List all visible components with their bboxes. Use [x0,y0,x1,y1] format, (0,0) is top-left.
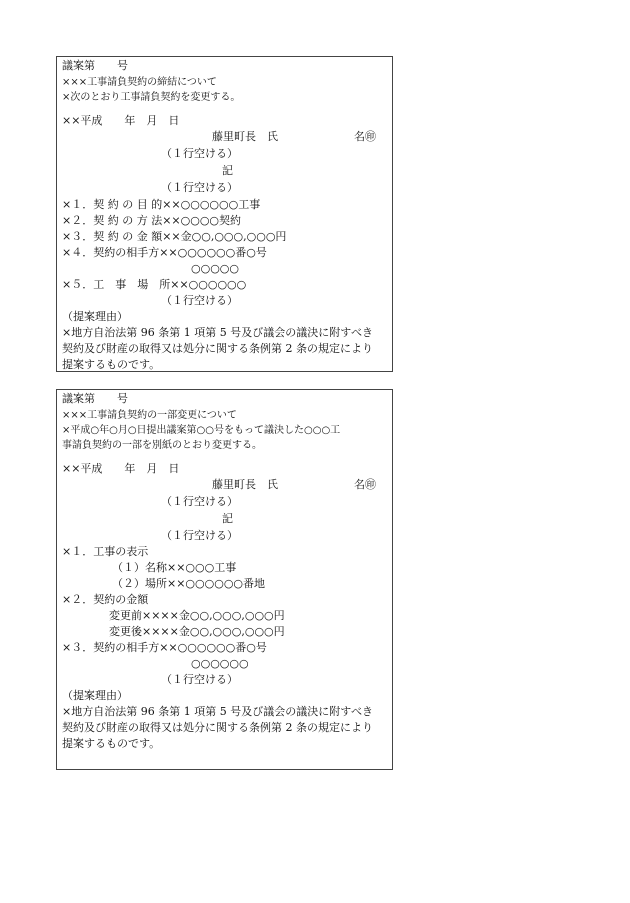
work-location-subitem: （２）場所××○○○○○○番地 [112,577,266,590]
blank-line-note: （１行空ける） [161,673,238,686]
form-intro: ×次のとおり工事請負契約を変更する。 [62,92,241,103]
reason-label: （提案理由） [62,689,128,702]
blank-line-note: （１行空ける） [161,529,238,542]
blank-line-note: （１行空ける） [161,181,238,194]
blank-line-note: （１行空ける） [161,294,238,307]
ki-heading: 記 [222,164,233,177]
contract-party-continuation: ○○○○○○ [191,657,249,670]
date-line: ××平成 年 月 日 [62,114,180,127]
form-intro-line: ×平成○年○月○日提出議案第○○号をもって議決した○○○工 [62,425,341,436]
contract-party-item: ×３．契約の相手方××○○○○○○番○号 [62,641,267,654]
date-line: ××平成 年 月 日 [62,462,180,475]
contract-conclusion-form [56,56,393,372]
amount-after-change: 変更後××××金○○,○○○,○○○円 [109,625,285,638]
amount-before-change: 変更前××××金○○,○○○,○○○円 [109,609,285,622]
contract-party-item: ×４．契約の相手方××○○○○○○番○号 [62,246,267,259]
reason-text-line: ×地方自治法第 96 条第 1 項第 5 号及び議会の議決に附すべき [62,705,373,718]
reason-text-line: 契約及び財産の取得又は処分に関する条例第 2 条の規定により [62,721,373,734]
contract-amendment-form [56,389,393,770]
form-intro-line: 事請負契約の一部を別紙のとおり変更する。 [62,440,262,451]
mayor-signature: 藤里町長 氏 [212,130,278,143]
contract-amount-item: ×３．契 約 の 金 額××金○○,○○○,○○○円 [62,230,287,243]
bill-number-header: 議案第 号 [62,392,128,405]
bill-number-header: 議案第 号 [62,59,128,72]
blank-line-note: （１行空ける） [161,495,238,508]
work-name-subitem: （１）名称××○○○工事 [112,561,237,574]
work-display-item: ×１．工事の表示 [62,545,149,558]
reason-text-line: 提案するものです。 [62,358,161,371]
ki-heading: 記 [222,512,233,525]
contract-amount-item: ×２．契約の金額 [62,593,149,606]
name-seal: 名㊞ [354,478,376,491]
reason-text-line: 提案するものです。 [62,737,161,750]
contract-party-continuation: ○○○○○ [191,262,239,275]
reason-text-line: ×地方自治法第 96 条第 1 項第 5 号及び議会の議決に附すべき [62,326,373,339]
form-title: ×××工事請負契約の一部変更について [62,410,237,421]
reason-text-line: 契約及び財産の取得又は処分に関する条例第 2 条の規定により [62,342,373,355]
reason-label: （提案理由） [62,310,128,323]
contract-method-item: ×２．契 約 の 方 法××○○○○契約 [62,214,242,227]
contract-purpose-item: ×１．契 約 の 目 的××○○○○○○工事 [62,198,261,211]
construction-site-item: ×５．工 事 場 所××○○○○○○ [62,278,247,291]
blank-line-note: （１行空ける） [161,147,238,160]
mayor-signature: 藤里町長 氏 [212,478,278,491]
name-seal: 名㊞ [354,130,376,143]
form-title: ×××工事請負契約の締結について [62,77,217,88]
